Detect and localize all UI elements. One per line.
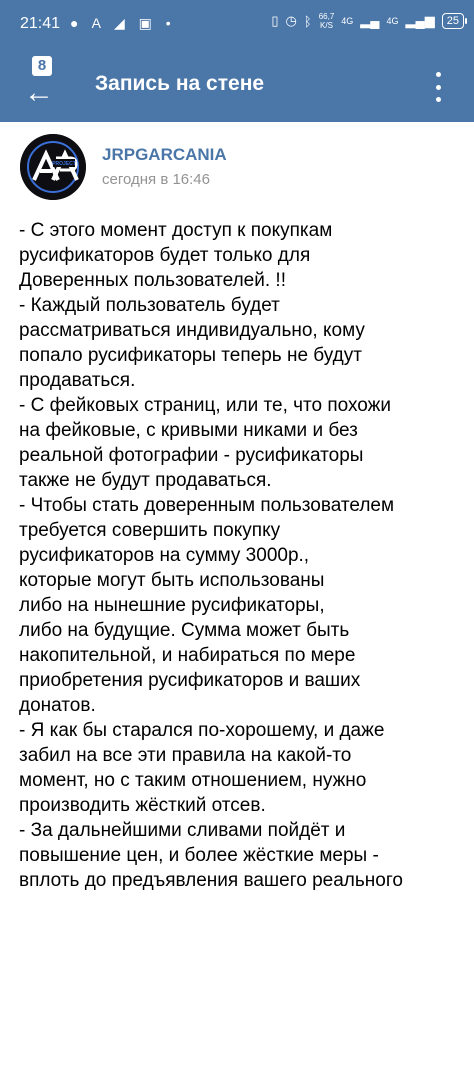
post-header: [0, 122, 474, 202]
back-button[interactable]: [18, 54, 68, 110]
battery-level: 25: [446, 15, 459, 27]
battery-icon: [442, 13, 464, 29]
notification-icons: ● A ◢ ▣ •: [70, 15, 176, 31]
app-toolbar: [0, 48, 474, 122]
arrow-left-icon: ←: [24, 76, 54, 109]
network-speed-value: 66,7: [318, 12, 335, 21]
network-speed-unit: K/S: [320, 21, 333, 30]
network-type-1: 4G: [341, 16, 354, 26]
avatar-logo-text: PROJECT: [52, 161, 76, 167]
signal-icon-2: ▂▄▆: [405, 13, 435, 28]
network-speed: [319, 12, 335, 30]
project-logo-icon: [20, 134, 86, 200]
vibrate-icon: ▯: [271, 13, 279, 28]
more-dot: [436, 85, 441, 90]
more-options-button[interactable]: [426, 72, 450, 102]
post-text: - С этого момент доступ к покупкам русификаторов будет только для Доверенных пользователей. !! - Каждый пользователь будет рассматриваться индивидуально, кому попало русификаторы теперь не будут продаваться. - С фейковых страниц, или те, что похожи на фейковые, с кривыми никами и без реальной фотографии - русификаторы также не будут продаваться. - Чтобы стать доверенным пользователем требуется совершить покупку русификаторов на сумму 3000р., которые могут быть использованы либо на нынешние русификаторы, либо на будущие. Сумма может быть накопительной, и набираться по мере приобретения русификаторов и ваших донатов. - Я как бы старался по-хорошему, и даже забил на все эти правила на какой-то момент, но с таким отношением, нужно производить жёсткий отсев. - За дальнейшими сливами пойдёт и повышение цен, и более жёсткие меры - вплоть до предъявления вашего реального: [19, 220, 403, 891]
post-author[interactable]: JRPGARCANIA: [102, 145, 227, 164]
status-right-icons: [271, 12, 464, 30]
bluetooth-icon: ᛒ: [303, 13, 312, 29]
avatar[interactable]: [20, 134, 86, 200]
network-type-2: 4G: [386, 16, 399, 26]
status-bar: [0, 0, 474, 48]
back-badge: 8: [32, 56, 52, 76]
page-title: Запись на стене: [95, 72, 265, 95]
status-time: 21:41: [20, 15, 61, 32]
alarm-icon: ◷: [285, 13, 297, 28]
more-vertical-icon: [436, 72, 441, 77]
post-time: сегодня в 16:46: [102, 171, 210, 188]
more-dot: [436, 97, 441, 102]
signal-icon-1: ▂▄: [360, 13, 380, 28]
